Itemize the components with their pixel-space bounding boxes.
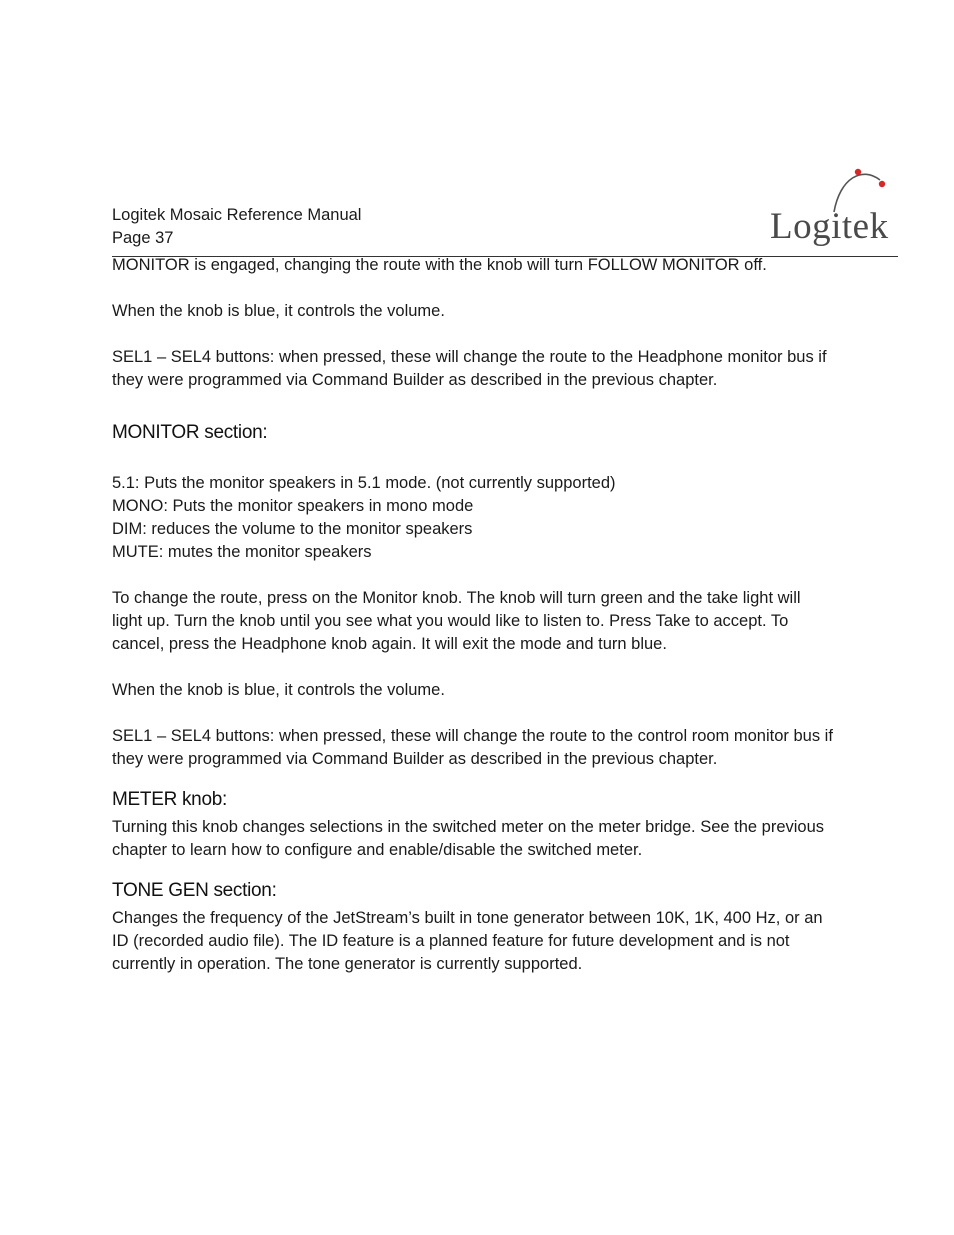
- paragraph: SEL1 – SEL4 buttons: when pressed, these will change the route to the Headphone monitor bus if: [112, 348, 827, 366]
- page-number: Page 37: [112, 229, 174, 247]
- list-item: MUTE: mutes the monitor speakers: [112, 543, 372, 561]
- logitek-logo: [762, 158, 892, 247]
- paragraph: they were programmed via Command Builder as described in the previous chapter.: [112, 371, 718, 389]
- paragraph: SEL1 – SEL4 buttons: when pressed, these will change the route to the control room monitor bus if: [112, 727, 833, 745]
- paragraph: When the knob is blue, it controls the volume.: [112, 302, 445, 320]
- section-heading-tone-gen: TONE GEN section:: [112, 880, 277, 901]
- paragraph: chapter to learn how to configure and enable/disable the switched meter.: [112, 841, 643, 859]
- paragraph: light up. Turn the knob until you see what you would like to listen to. Press Take to accept. To: [112, 612, 789, 630]
- paragraph: Turning this knob changes selections in the switched meter on the meter bridge. See the previous: [112, 818, 825, 836]
- list-item: MONO: Puts the monitor speakers in mono mode: [112, 497, 474, 515]
- paragraph: Changes the frequency of the JetStream’s built in tone generator between 10K, 1K, 400 Hz, or an: [112, 909, 823, 927]
- paragraph: currently in operation. The tone generator is currently supported.: [112, 955, 583, 973]
- section-heading-monitor: MONITOR section:: [112, 422, 268, 443]
- paragraph: To change the route, press on the Monitor knob. The knob will turn green and the take light will: [112, 589, 801, 607]
- page-body: [112, 254, 898, 976]
- manual-title: Logitek Mosaic Reference Manual: [112, 206, 362, 224]
- paragraph: When the knob is blue, it controls the volume.: [112, 681, 445, 699]
- list-item: 5.1: Puts the monitor speakers in 5.1 mode. (not currently supported): [112, 474, 616, 492]
- paragraph: ID (recorded audio file). The ID feature is a planned feature for future development and is not: [112, 932, 790, 950]
- paragraph: MONITOR is engaged, changing the route with the knob will turn FOLLOW MONITOR off.: [112, 256, 767, 274]
- paragraph: cancel, press the Headphone knob again. It will exit the mode and turn blue.: [112, 635, 667, 653]
- logo-wordmark: Logitek: [770, 206, 889, 247]
- page-header: [112, 204, 898, 257]
- list-item: DIM: reduces the volume to the monitor speakers: [112, 520, 473, 538]
- section-heading-meter: METER knob:: [112, 789, 227, 810]
- paragraph: they were programmed via Command Builder as described in the previous chapter.: [112, 750, 718, 768]
